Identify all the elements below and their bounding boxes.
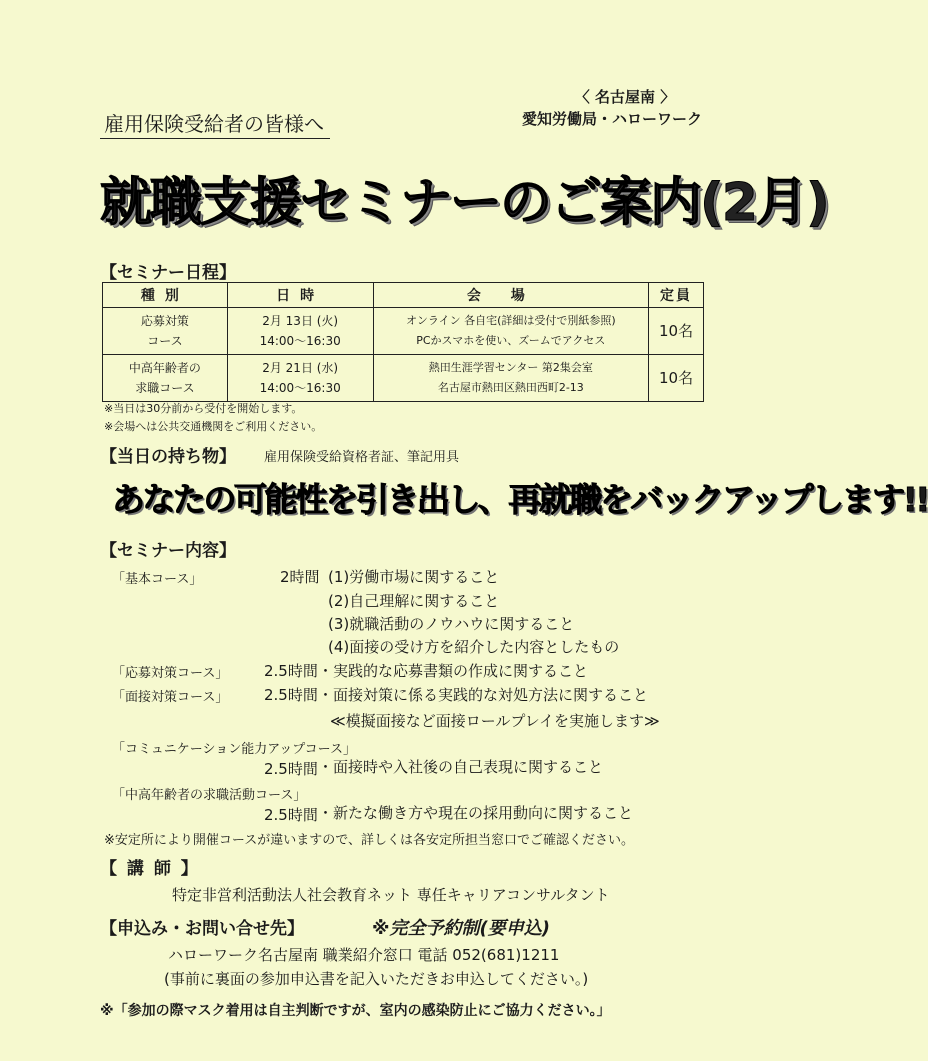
- table-header-row: [103, 283, 704, 308]
- col-header-venue: 会場: [373, 283, 649, 308]
- office-block: [522, 86, 702, 130]
- mask-note: ※「参加の際マスク着用は自主判断ですが、室内の感染防止にご協力ください。」: [100, 1003, 611, 1019]
- course-duration: 2.5時間: [264, 760, 318, 778]
- course-duration: 2.5時間: [264, 686, 318, 704]
- items-text: 雇用保険受給資格者証、筆記用具: [264, 450, 460, 465]
- office-name: 愛知労働局・ハローワーク: [521, 110, 702, 128]
- cell-venue: オンライン 各自宅(詳細は受付で別紙参照) PCかスマホを使い、ズームでアクセス: [373, 308, 649, 355]
- col-header-capacity: 定員: [649, 283, 704, 308]
- schedule-heading: 【セミナー日程】: [100, 263, 236, 283]
- course-line: ・面接対策に係る実践的な対処方法に関すること: [318, 686, 649, 704]
- course-line: (2)自己理解に関すること: [328, 592, 500, 610]
- course-duration: 2.5時間: [264, 662, 318, 680]
- cell-capacity: 10名: [649, 308, 704, 355]
- col-header-type: 種別: [103, 283, 228, 308]
- course-line: ・新たな働き方や現在の採用動向に関すること: [318, 804, 634, 822]
- cell-venue: 熱田生涯学習センター 第2集会室 名古屋市熱田区熱田西町2-13: [373, 355, 649, 402]
- course-name: 「応募対策コース」: [112, 666, 229, 681]
- apply-heading: 【申込み・お問い合せ先】: [100, 919, 304, 939]
- lecturer-text: 特定非営利活動法人社会教育ネット 専任キャリアコンサルタント: [172, 886, 610, 904]
- tagline: あなたの可能性を引き出し、再就職をバックアップします!!: [112, 480, 928, 519]
- items-heading: 【当日の持ち物】: [100, 447, 236, 467]
- content-heading: 【セミナー内容】: [100, 541, 236, 561]
- lecturer-heading: 【 講 師 】: [100, 859, 200, 879]
- cell-type: 応募対策 コース: [103, 308, 228, 355]
- apply-note: (事前に裏面の参加申込書を記入いただきお申込してください。): [164, 970, 589, 988]
- page-title: 就職支援セミナーのご案内(2月): [100, 173, 828, 233]
- course-line: ・実践的な応募書類の作成に関すること: [318, 662, 589, 680]
- course-duration: 2時間: [280, 568, 320, 586]
- cell-datetime: 2月 21日 (水) 14:00〜16:30: [227, 355, 373, 402]
- course-line: ≪模擬面接など面接ロールプレイを実施します≫: [330, 712, 660, 730]
- course-line: (1)労働市場に関すること: [328, 568, 500, 586]
- course-line: (3)就職活動のノウハウに関すること: [328, 615, 575, 633]
- course-name: 「面接対策コース」: [112, 690, 229, 705]
- course-name: 「基本コース」: [112, 572, 203, 587]
- schedule-table: [102, 282, 704, 402]
- cell-capacity: 10名: [649, 355, 704, 402]
- course-duration: 2.5時間: [264, 806, 318, 824]
- schedule-note: ※当日は30分前から受付を開始します。: [104, 402, 303, 415]
- course-line: (4)面接の受け方を紹介した内容としたもの: [328, 638, 620, 656]
- contact-line: ハローワーク名古屋南 職業紹介窓口 電話 052(681)1211: [168, 946, 560, 964]
- schedule-note: ※会場へは公共交通機関をご利用ください。: [104, 420, 323, 433]
- table-row: [103, 355, 704, 402]
- course-name: 「コミュニケーション能力アップコース」: [112, 742, 357, 757]
- content-note: ※安定所により開催コースが違いますので、詳しくは各安定所担当窓口でご確認ください。: [104, 833, 634, 848]
- cell-type: 中高年齢者の 求職コース: [103, 355, 228, 402]
- table-row: [103, 308, 704, 355]
- cell-datetime: 2月 13日 (火) 14:00〜16:30: [227, 308, 373, 355]
- col-header-datetime: 日時: [227, 283, 373, 308]
- course-name: 「中高年齢者の求職活動コース」: [112, 788, 307, 803]
- audience-line: 雇用保険受給者の皆様へ: [100, 108, 330, 139]
- office-branch: 〈 名古屋南 〉: [574, 88, 676, 106]
- course-line: ・面接時や入社後の自己表現に関すること: [318, 758, 604, 776]
- reservation-note: ※完全予約制(要申込): [372, 918, 550, 939]
